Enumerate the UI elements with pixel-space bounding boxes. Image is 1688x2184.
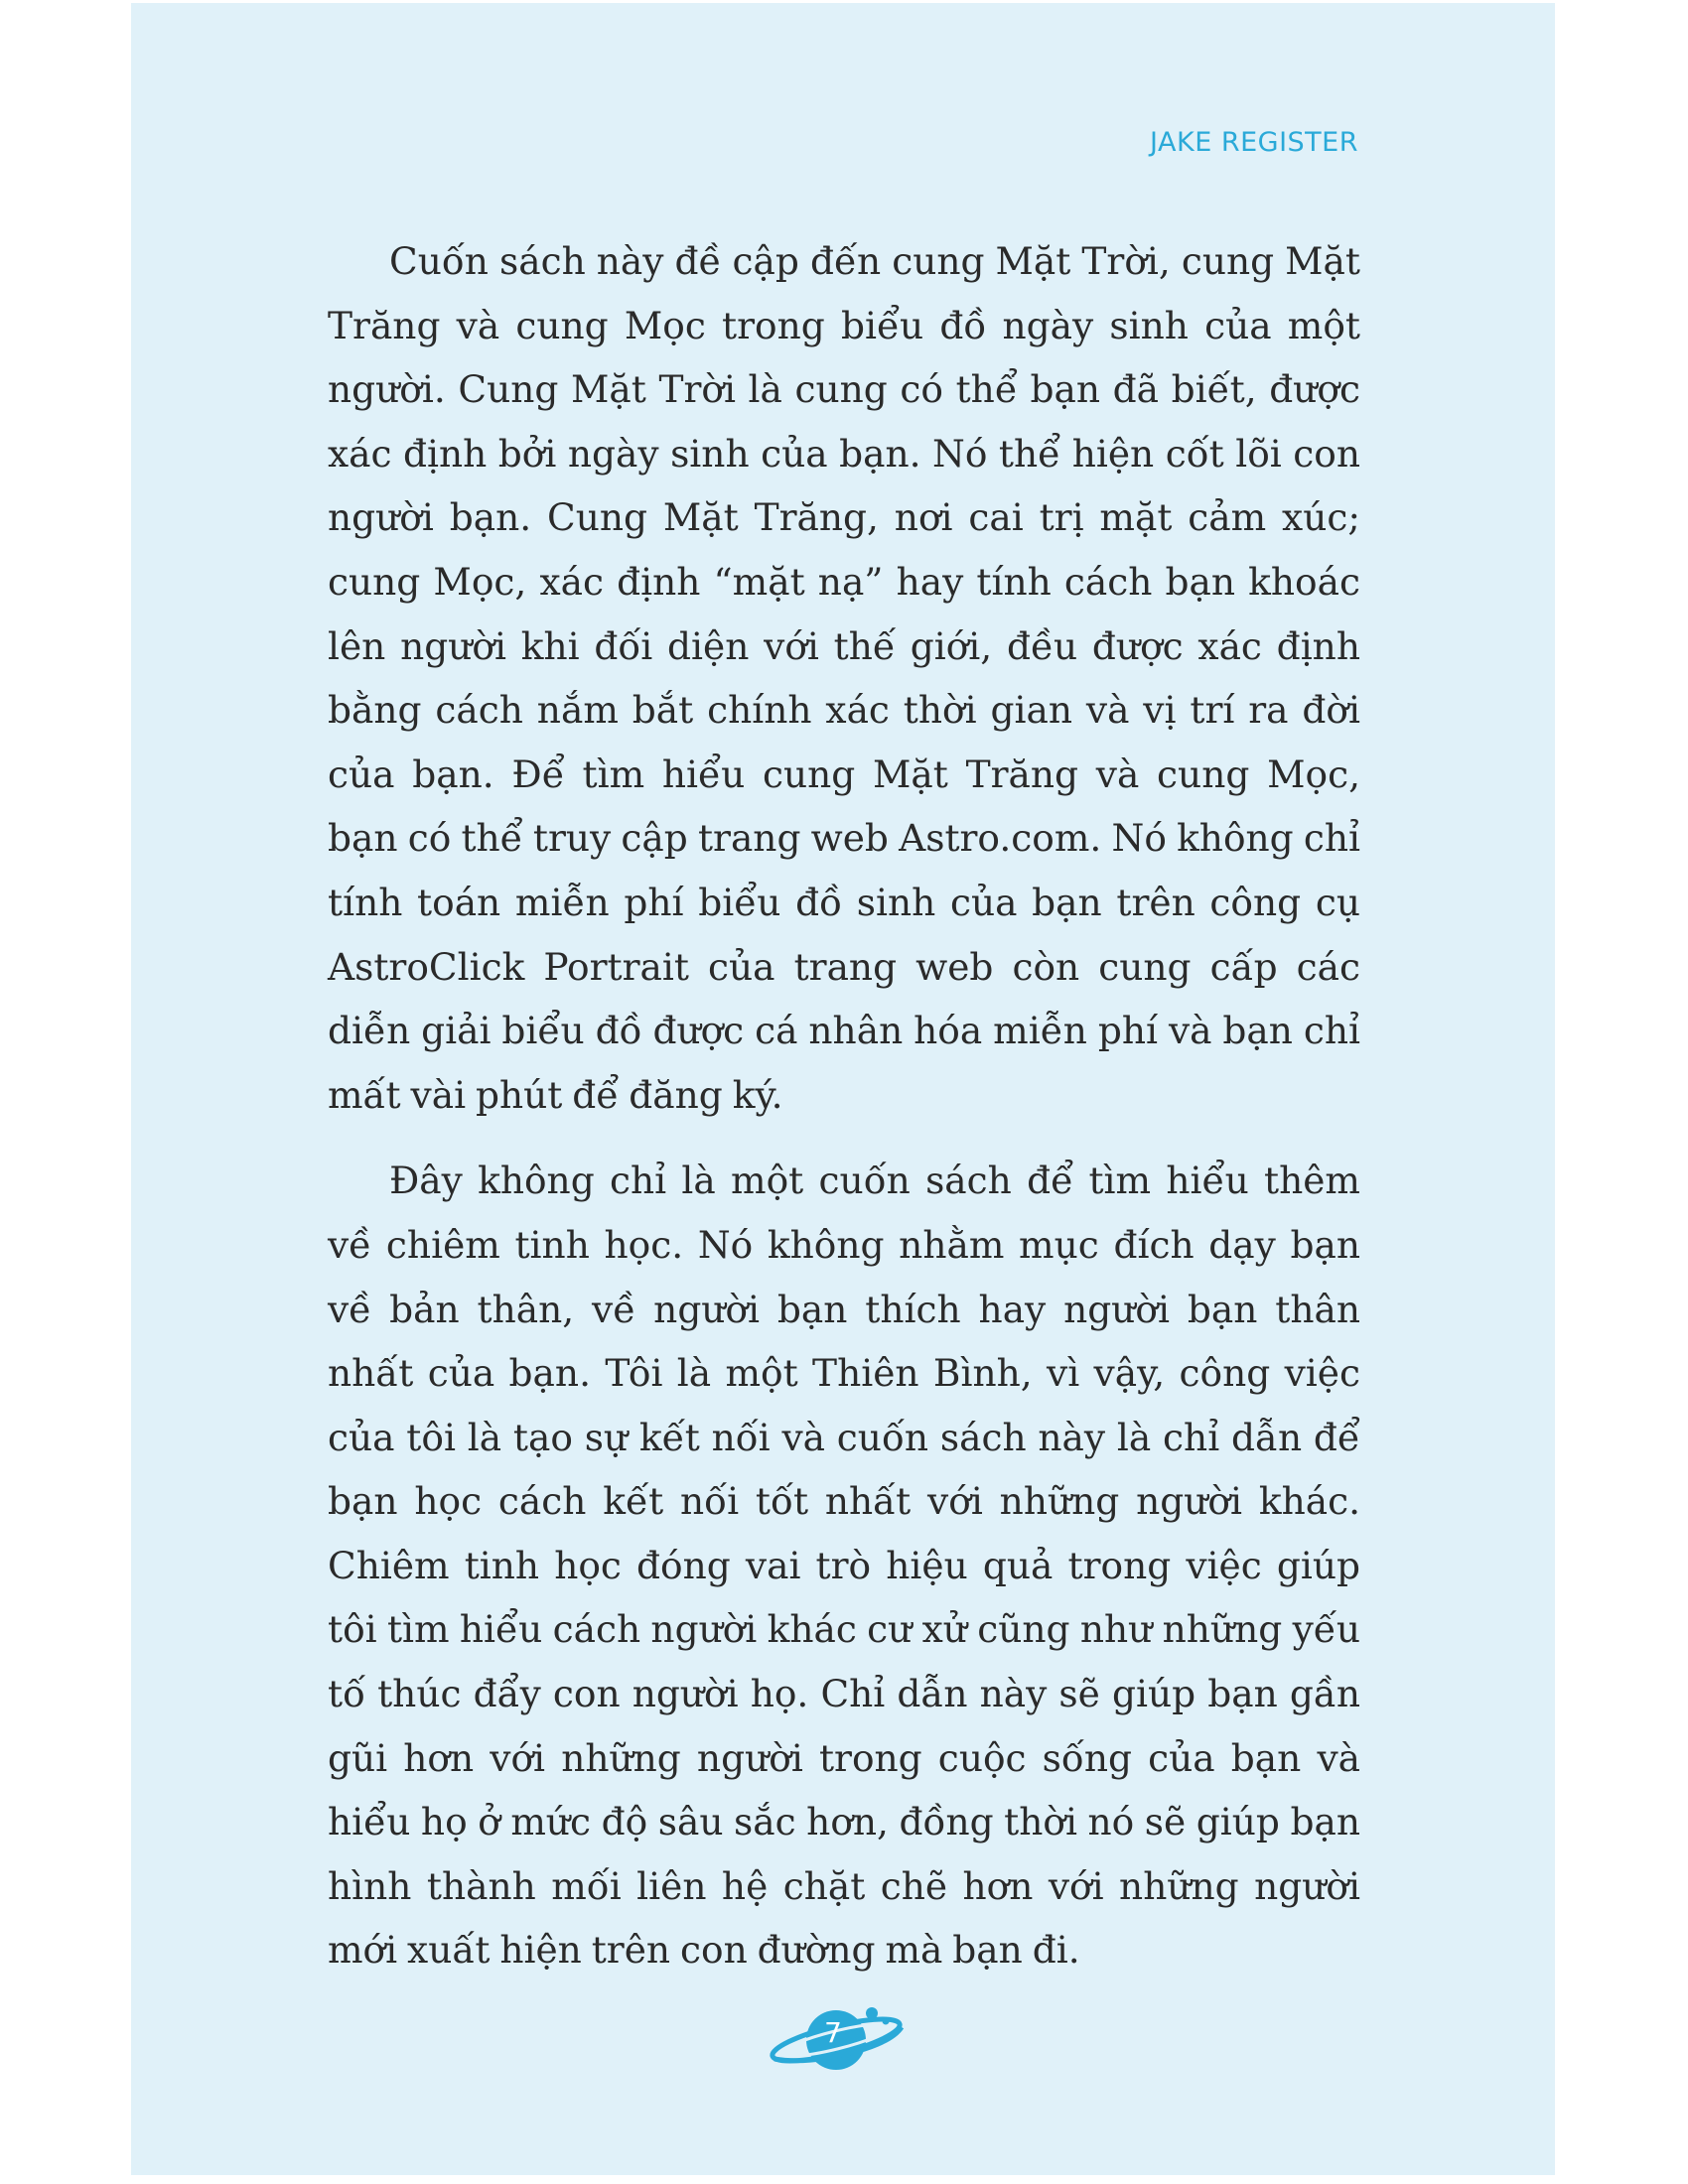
page-number: 7 [824,2016,842,2049]
page-number-ornament [769,2001,927,2081]
paragraph-1: Cuốn sách này đề cập đến cung Mặt Trời, cung Mặt Trăng và cung Mọc trong biểu đồ ngày sinh của một người. Cung Mặt Trời là cung có thể bạn đã biết, được xác định bởi ngày sinh của bạn. Nó thể hiện cốt lõi con người bạn. Cung Mặt Trăng, nơi cai trị mặt cảm xúc; cung Mọc, xác định “mặt nạ” hay tính cách bạn khoác lên người khi đối diện với thế giới, đều được xác định bằng cách nắm bắt chính xác thời gian và vị trí ra đời của bạn. Để tìm hiểu cung Mặt Trăng và cung Mọc, bạn có thể truy cập trang web Astro.com. Nó không chỉ tính toán miễn phí biểu đồ sinh của bạn trên công cụ AstroClick Portrait của trang web còn cung cấp các diễn giải biểu đồ được cá nhân hóa miễn phí và bạn chỉ mất vài phút để đăng ký. [328,239,1360,1117]
book-page [131,3,1555,2175]
running-header-author: JAKE REGISTER [1150,127,1358,158]
body-text [328,229,1360,2004]
paragraph-2: Đây không chỉ là một cuốn sách để tìm hiểu thêm về chiêm tinh học. Nó không nhằm mục đích dạy bạn về bản thân, về người bạn thích hay người bạn thân nhất của bạn. Tôi là một Thiên Bình, vì vậy, công việc của tôi là tạo sự kết nối và cuốn sách này là chỉ dẫn để bạn học cách kết nối tốt nhất với những người khác. Chiêm tinh học đóng vai trò hiệu quả trong việc giúp tôi tìm hiểu cách người khác cư xử cũng như những yếu tố thúc đẩy con người họ. Chỉ dẫn này sẽ giúp bạn gần gũi hơn với những người trong cuộc sống của bạn và hiểu họ ở mức độ sâu sắc hơn, đồng thời nó sẽ giúp bạn hình thành mối liên hệ chặt chẽ hơn với những người mới xuất hiện trên con đường mà bạn đi. [328,1159,1360,1973]
